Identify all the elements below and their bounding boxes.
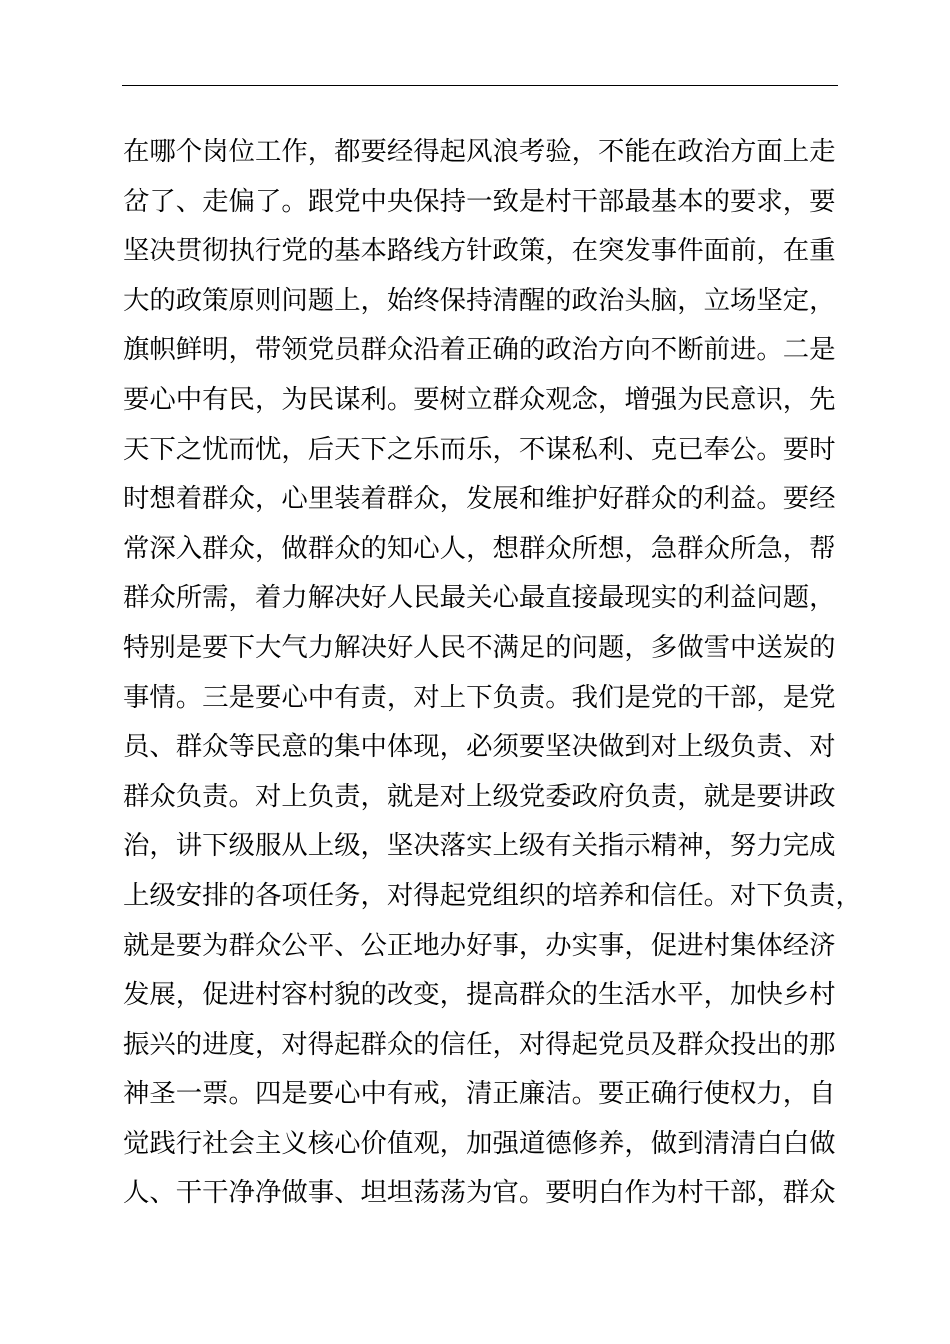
text-line: 神圣一票。四是要心中有戒，清正廉洁。要正确行使权力，自 [123, 1078, 836, 1110]
text-line: 治，讲下级服从上级，坚决落实上级有关指示精神，努力完成 [123, 830, 836, 862]
text-line: 员、群众等民意的集中体现，必须要坚决做到对上级负责、对 [123, 731, 836, 763]
text-line: 天下之忧而忧，后天下之乐而乐，不谋私利、克已奉公。要时 [123, 433, 836, 465]
text-line: 就是要为群众公平、公正地办好事，办实事，促进村集体经济 [123, 929, 836, 961]
text-line: 人、干干净净做事、坦坦荡荡为官。要明白作为村干部，群众 [123, 1177, 836, 1209]
text-line: 坚决贯彻执行党的基本路线方针政策，在突发事件面前，在重 [123, 235, 836, 267]
text-line: 发展，促进村容村貌的改变，提高群众的生活水平，加快乡村 [123, 979, 836, 1011]
body-text [123, 127, 863, 1218]
text-line: 旗帜鲜明，带领党员群众沿着正确的政治方向不断前进。二是 [123, 334, 836, 366]
text-line: 在哪个岗位工作，都要经得起风浪考验，不能在政治方面上走 [123, 136, 836, 167]
text-line: 要心中有民，为民谋利。要树立群众观念，增强为民意识，先 [123, 383, 836, 415]
text-line: 群众负责。对上负责，就是对上级党委政府负责，就是要讲政 [123, 780, 836, 812]
text-line: 岔了、走偏了。跟党中央保持一致是村干部最基本的要求，要 [123, 185, 836, 217]
header-rule [122, 85, 838, 86]
text-line: 振兴的进度，对得起群众的信任，对得起党员及群众投出的那 [123, 1028, 836, 1060]
text-line: 上级安排的各项任务，对得起党组织的培养和信任。对下负责， [123, 879, 862, 911]
text-line: 时想着群众，心里装着群众，发展和维护好群众的利益。要经 [123, 483, 836, 515]
text-line: 事情。三是要心中有责，对上下负责。我们是党的干部，是党 [123, 681, 836, 713]
text-line: 特别是要下大气力解决好人民不满足的问题，多做雪中送炭的 [123, 631, 836, 663]
text-line: 大的政策原则问题上，始终保持清醒的政治头脑，立场坚定， [123, 284, 836, 316]
text-line: 常深入群众，做群众的知心人，想群众所想，急群众所急，帮 [123, 532, 836, 564]
text-line: 群众所需，着力解决好人民最关心最直接最现实的利益问题， [123, 582, 836, 614]
text-line: 觉践行社会主义核心价值观，加强道德修养，做到清清白白做 [123, 1127, 836, 1159]
